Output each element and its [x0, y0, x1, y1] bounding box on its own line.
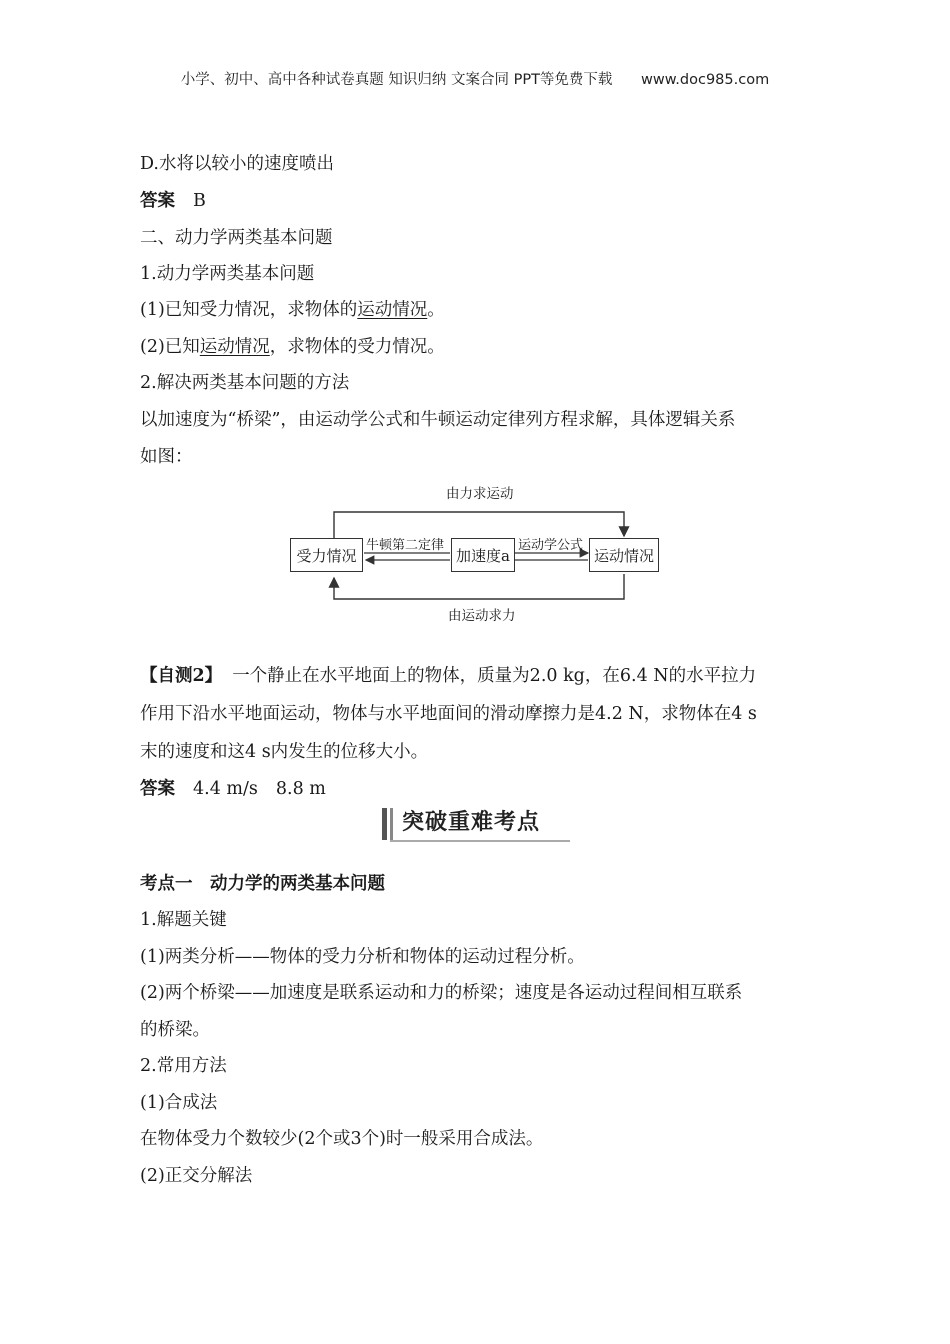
diagram-bottom-label: 由运动求力 [448, 608, 516, 624]
box-motion: 运动情况 [589, 538, 659, 572]
k2-2: (2)正交分解法 [140, 1166, 253, 1186]
test-label: 【自测2】 [140, 666, 223, 686]
k1-1: (1)两类分析——物体的受力分析和物体的运动过程分析。 [140, 947, 585, 967]
bottom-loop-arrow [334, 574, 624, 599]
answer-value-displacement: 8.8 m [275, 779, 326, 799]
answer-2 [140, 777, 326, 801]
label-newton-law: 牛顿第二定律 [366, 538, 445, 553]
text-span: ，求物体的受力情况。 [269, 337, 445, 357]
kaodian-title: 考点一 动力学的两类基本问题 [140, 874, 385, 894]
text-span: 。 [427, 300, 445, 320]
k1-2-line-2: 的桥梁。 [140, 1020, 210, 1040]
box-force: 受力情况 [290, 538, 363, 572]
label-kinematics: 运动学公式 [518, 538, 584, 553]
diagram-top-label: 由力求运动 [446, 486, 514, 502]
underlined-term: 运动情况 [199, 337, 270, 357]
k2: 2.常用方法 [140, 1056, 227, 1076]
option-d: D.水将以较小的速度喷出 [140, 154, 334, 174]
k1: 1.解题关键 [140, 910, 227, 930]
header-text: 小学、初中、高中各种试卷真题 知识归纳 文案合同 PPT等免费下载 [180, 72, 613, 88]
answer-label: 答案 [140, 779, 175, 799]
item-1: 1.动力学两类基本问题 [140, 264, 315, 284]
banner-bar [390, 808, 393, 840]
test-line-1 [140, 664, 756, 688]
header-url[interactable]: www.doc985.com [641, 72, 770, 88]
banner-bar [382, 808, 387, 840]
answer-value-velocity: 4.4 m/s [193, 779, 258, 799]
underlined-term: 运动情况 [357, 300, 428, 320]
banner-rule [390, 840, 570, 842]
k2-1-desc: 在物体受力个数较少(2个或3个)时一般采用合成法。 [140, 1129, 544, 1149]
answer-label: 答案 [140, 191, 175, 211]
section-title: 二、动力学两类基本问题 [140, 228, 333, 248]
text-span: (2)已知 [140, 337, 200, 357]
test-line-2: 作用下沿水平地面运动，物体与水平地面间的滑动摩擦力是4.2 N，求物体在4 s [140, 704, 757, 724]
k2-1: (1)合成法 [140, 1093, 218, 1113]
item-2: 2.解决两类基本问题的方法 [140, 373, 350, 393]
method-line-2: 如图： [140, 447, 193, 467]
box-acceleration: 加速度a [451, 538, 515, 572]
k1-2-line-1: (2)两个桥梁——加速度是联系运动和力的桥梁；速度是各运动过程间相互联系 [140, 983, 743, 1003]
answer-value: B [193, 191, 206, 211]
text-span: 一个静止在水平地面上的物体，质量为2.0 kg，在6.4 N的水平拉力 [232, 666, 757, 686]
test-line-3: 末的速度和这4 s内发生的位移大小。 [140, 742, 429, 762]
banner-title: 突破重难考点 [402, 810, 541, 835]
text-span: (1)已知受力情况，求物体的 [140, 300, 358, 320]
section-banner [382, 806, 570, 842]
method-line-1: 以加速度为“桥梁”，由运动学公式和牛顿运动定律列方程求解，具体逻辑关系 [140, 410, 736, 430]
